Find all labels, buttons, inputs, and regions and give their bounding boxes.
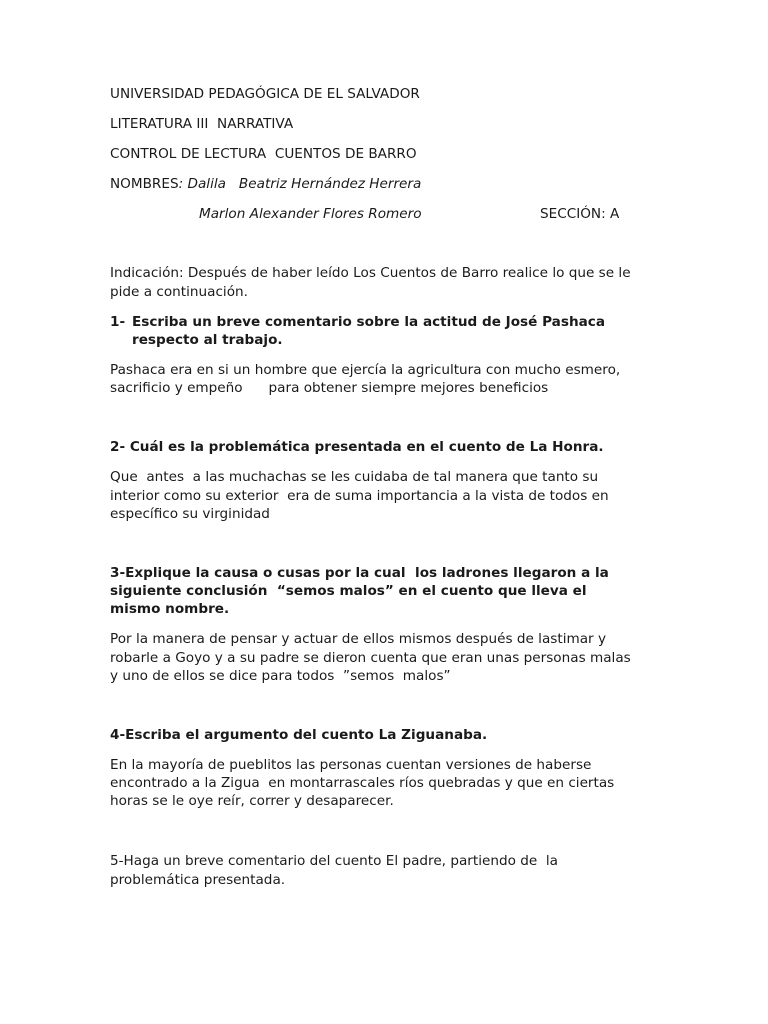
- answer-3-line-2: robarle a Goyo y a su padre se dieron cuenta que eran unas personas malas: [110, 650, 631, 666]
- question-1-line-1: Escriba un breve comentario sobre la actitud de José Pashaca: [132, 314, 606, 330]
- answer-4-line-2: encontrado a la Zigua en montarrascales ríos quebradas y que en ciertas: [110, 775, 615, 791]
- student-name-1: Dalila Beatriz Hernández Herrera: [183, 176, 422, 192]
- answer-2-line-1: Que antes a las muchachas se les cuidaba de tal manera que tanto su: [110, 469, 599, 485]
- section-label: SECCIÓN: A: [540, 206, 620, 222]
- answer-3-line-3: y uno de ellos se dice para todos ”semos malos”: [110, 668, 451, 684]
- student-name-2: Marlon Alexander Flores Romero: [199, 206, 422, 222]
- control-heading: CONTROL DE LECTURA CUENTOS DE BARRO: [110, 146, 417, 162]
- answer-1-line-2: sacrificio y empeño para obtener siempre mejores beneficios: [110, 380, 549, 396]
- question-3-line-1: 3-Explique la causa o cusas por la cual los ladrones llegaron a la: [110, 565, 609, 581]
- answer-4-line-1: En la mayoría de pueblitos las personas cuentan versiones de haberse: [110, 757, 592, 773]
- question-5-line-2: problemática presentada.: [110, 872, 286, 888]
- answer-4-line-3: horas se le oye reír, correr y desaparecer.: [110, 793, 394, 809]
- question-4-line-1: 4-Escriba el argumento del cuento La Ziguanaba.: [110, 727, 488, 743]
- answer-3-line-1: Por la manera de pensar y actuar de ellos mismos después de lastimar y: [110, 631, 606, 647]
- answer-2-line-2: interior como su exterior era de suma importancia a la vista de todos en: [110, 488, 609, 504]
- question-2-line-1: 2- Cuál es la problemática presentada en el cuento de La Honra.: [110, 439, 604, 455]
- instructions-line-1: Indicación: Después de haber leído Los Cuentos de Barro realice lo que se le: [110, 265, 631, 281]
- answer-1-line-1: Pashaca era en si un hombre que ejercía la agricultura con mucho esmero,: [110, 362, 621, 378]
- names-label: NOMBRES: [110, 176, 179, 192]
- names-colon: :: [178, 176, 184, 192]
- question-3-line-3: mismo nombre.: [110, 601, 230, 617]
- question-5-line-1: 5-Haga un breve comentario del cuento El padre, partiendo de la: [110, 853, 558, 869]
- question-1-number: 1-: [110, 314, 126, 330]
- question-3-line-2: siguiente conclusión “semos malos” en el cuento que lleva el: [110, 583, 587, 599]
- instructions-line-2: pide a continuación.: [110, 284, 248, 300]
- university-heading: UNIVERSIDAD PEDAGÓGICA DE EL SALVADOR: [110, 86, 420, 102]
- names-line: [110, 175, 421, 193]
- answer-2-line-3: específico su virginidad: [110, 506, 270, 522]
- question-1-line-2: respecto al trabajo.: [132, 332, 283, 348]
- course-heading: LITERATURA III NARRATIVA: [110, 116, 294, 132]
